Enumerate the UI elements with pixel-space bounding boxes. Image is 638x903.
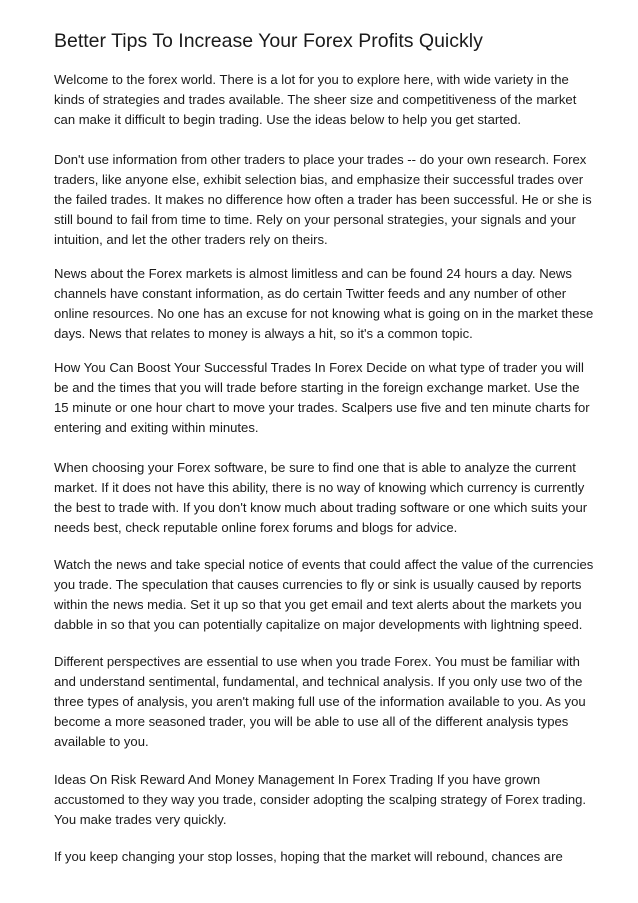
- text-line: you trade. The speculation that causes currencies to fly or sink is usually caused by reports: [54, 577, 582, 592]
- paragraph-stop-losses: [54, 847, 592, 867]
- text-line: the best to trade with. If you don't know much about trading software or one which suits your: [54, 500, 588, 515]
- text-line: kinds of strategies and trades available. The sheer size and competitiveness of the market: [54, 92, 577, 107]
- text-line: dabble in so that you can potentially capitalize on major developments with lightning speed.: [54, 617, 583, 632]
- text-line: needs best, check reputable online forex forums and blogs for advice.: [54, 520, 458, 535]
- text-line: 15 minute or one hour chart to move your trades. Scalpers use five and ten minute charts for: [54, 400, 590, 415]
- text-line: intuition, and let the other traders rely on theirs.: [54, 232, 328, 247]
- text-line: still bound to fail from time to time. Rely on your personal strategies, your signals and your: [54, 212, 576, 227]
- text-line: If you keep changing your stop losses, hoping that the market will rebound, chances are: [54, 849, 563, 864]
- text-line: can make it difficult to begin trading. Use the ideas below to help you get started.: [54, 112, 522, 127]
- paragraph-perspectives: [54, 652, 592, 752]
- text-line: When choosing your Forex software, be sure to find one that is able to analyze the current: [54, 460, 576, 475]
- paragraph-trader-type: [54, 358, 592, 438]
- text-line: entering and exiting within minutes.: [54, 420, 259, 435]
- text-line: channels have constant information, as do certain Twitter feeds and any number of other: [54, 286, 567, 301]
- text-line: online resources. No one has an excuse for not knowing what is going on in the market these: [54, 306, 594, 321]
- text-line: market. If it does not have this ability, there is no way of knowing which currency is currently: [54, 480, 585, 495]
- text-line: be and the times that you will trade before starting in the foreign exchange market. Use the: [54, 380, 580, 395]
- text-line: accustomed to they way you trade, consider adopting the scalping strategy of Forex trading.: [54, 792, 587, 807]
- text-line: days. News that relates to money is always a hit, so it's a common topic.: [54, 326, 473, 341]
- text-line: the failed trades. It makes no difference how often a trader has been successful. He or she is: [54, 192, 592, 207]
- text-line: within the news media. Set it up so that you get email and text alerts about the markets you: [54, 597, 582, 612]
- paragraph-software: [54, 458, 592, 538]
- paragraph-news: [54, 264, 592, 344]
- text-line: become a more seasoned trader, you will be able to use all of the different analysis types: [54, 714, 569, 729]
- text-line: News about the Forex markets is almost limitless and can be found 24 hours a day. News: [54, 266, 572, 281]
- text-line: Don't use information from other traders to place your trades -- do your own research. Forex: [54, 152, 587, 167]
- text-line: and understand sentimental, fundamental, and technical analysis. If you only use two of the: [54, 674, 583, 689]
- paragraph-watch-news: [54, 555, 592, 635]
- paragraph-own-research: [54, 150, 592, 250]
- text-line: traders, like anyone else, exhibit selection bias, and emphasize their successful trades over: [54, 172, 584, 187]
- text-line: Watch the news and take special notice of events that could affect the value of the currencies: [54, 557, 594, 572]
- text-line: available to you.: [54, 734, 149, 749]
- page-title: Better Tips To Increase Your Forex Profits Quickly: [54, 30, 483, 52]
- text-line: Different perspectives are essential to use when you trade Forex. You must be familiar with: [54, 654, 580, 669]
- text-line: Welcome to the forex world. There is a lot for you to explore here, with wide variety in the: [54, 72, 569, 87]
- text-line: You make trades very quickly.: [54, 812, 227, 827]
- text-line: Ideas On Risk Reward And Money Management In Forex Trading If you have grown: [54, 772, 541, 787]
- paragraph-risk-reward: [54, 770, 592, 830]
- text-line: three types of analysis, you aren't making full use of the information available to you. As you: [54, 694, 586, 709]
- paragraph-intro: [54, 70, 592, 130]
- text-line: How You Can Boost Your Successful Trades In Forex Decide on what type of trader you will: [54, 360, 584, 375]
